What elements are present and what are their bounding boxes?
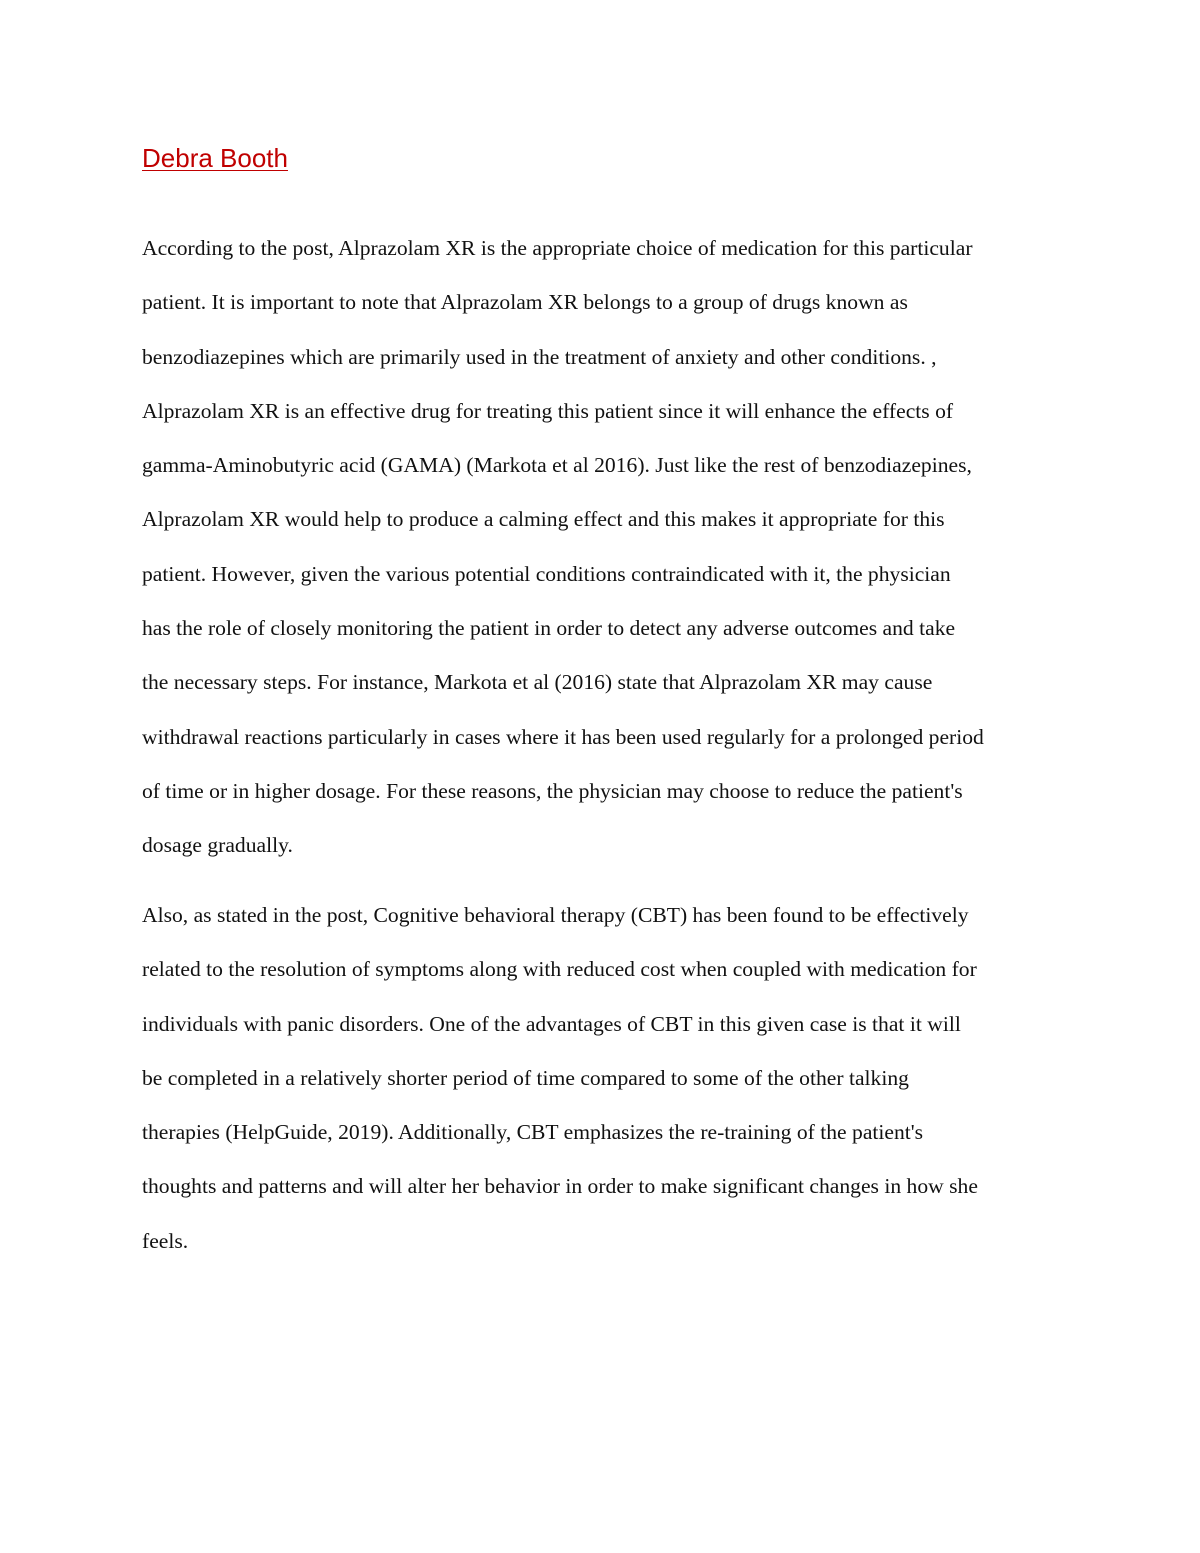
paragraph-line: related to the resolution of symptoms along with reduced cost when coupled with medication for xyxy=(142,957,977,982)
paragraph-line: According to the post, Alprazolam XR is the appropriate choice of medication for this particular xyxy=(142,236,973,260)
paragraph-line: has the role of closely monitoring the patient in order to detect any adverse outcomes and take xyxy=(142,616,956,641)
paragraph-line: thoughts and patterns and will alter her behavior in order to make significant changes in how she xyxy=(142,1174,978,1199)
paragraph-medication xyxy=(142,236,1072,888)
paragraph-line: be completed in a relatively shorter period of time compared to some of the other talking xyxy=(142,1065,909,1090)
paragraph-line: individuals with panic disorders. One of the advantages of CBT in this given case is that it will xyxy=(142,1011,961,1036)
paragraph-line: Alprazolam XR would help to produce a calming effect and this makes it appropriate for this xyxy=(142,507,945,532)
paragraph-line: the necessary steps. For instance, Markota et al (2016) state that Alprazolam XR may cause xyxy=(142,670,933,695)
paragraph-line: benzodiazepines which are primarily used in the treatment of anxiety and other conditions. , xyxy=(142,344,937,369)
paragraph-line: gamma-Aminobutyric acid (GAMA) (Markota et al 2016). Just like the rest of benzodiazepines, xyxy=(142,453,972,478)
author-name: Debra Booth xyxy=(142,143,288,173)
paragraph-line: patient. However, given the various potential conditions contraindicated with it, the physician xyxy=(142,561,951,586)
paragraph-cbt xyxy=(142,903,1072,1283)
paragraph-line: dosage gradually. xyxy=(142,833,293,858)
paragraph-line: Also, as stated in the post, Cognitive behavioral therapy (CBT) has been found to be effectively xyxy=(142,903,969,927)
paragraph-line: therapies (HelpGuide, 2019). Additionally, CBT emphasizes the re-training of the patient's xyxy=(142,1120,924,1145)
paragraph-line: patient. It is important to note that Alprazolam XR belongs to a group of drugs known as xyxy=(142,290,908,315)
paragraph-line: Alprazolam XR is an effective drug for treating this patient since it will enhance the effects of xyxy=(142,398,954,423)
paragraph-line: withdrawal reactions particularly in cases where it has been used regularly for a prolonged period xyxy=(142,724,984,749)
paragraph-line: feels. xyxy=(142,1228,189,1253)
paragraph-line: of time or in higher dosage. For these reasons, the physician may choose to reduce the patient's xyxy=(142,778,963,803)
